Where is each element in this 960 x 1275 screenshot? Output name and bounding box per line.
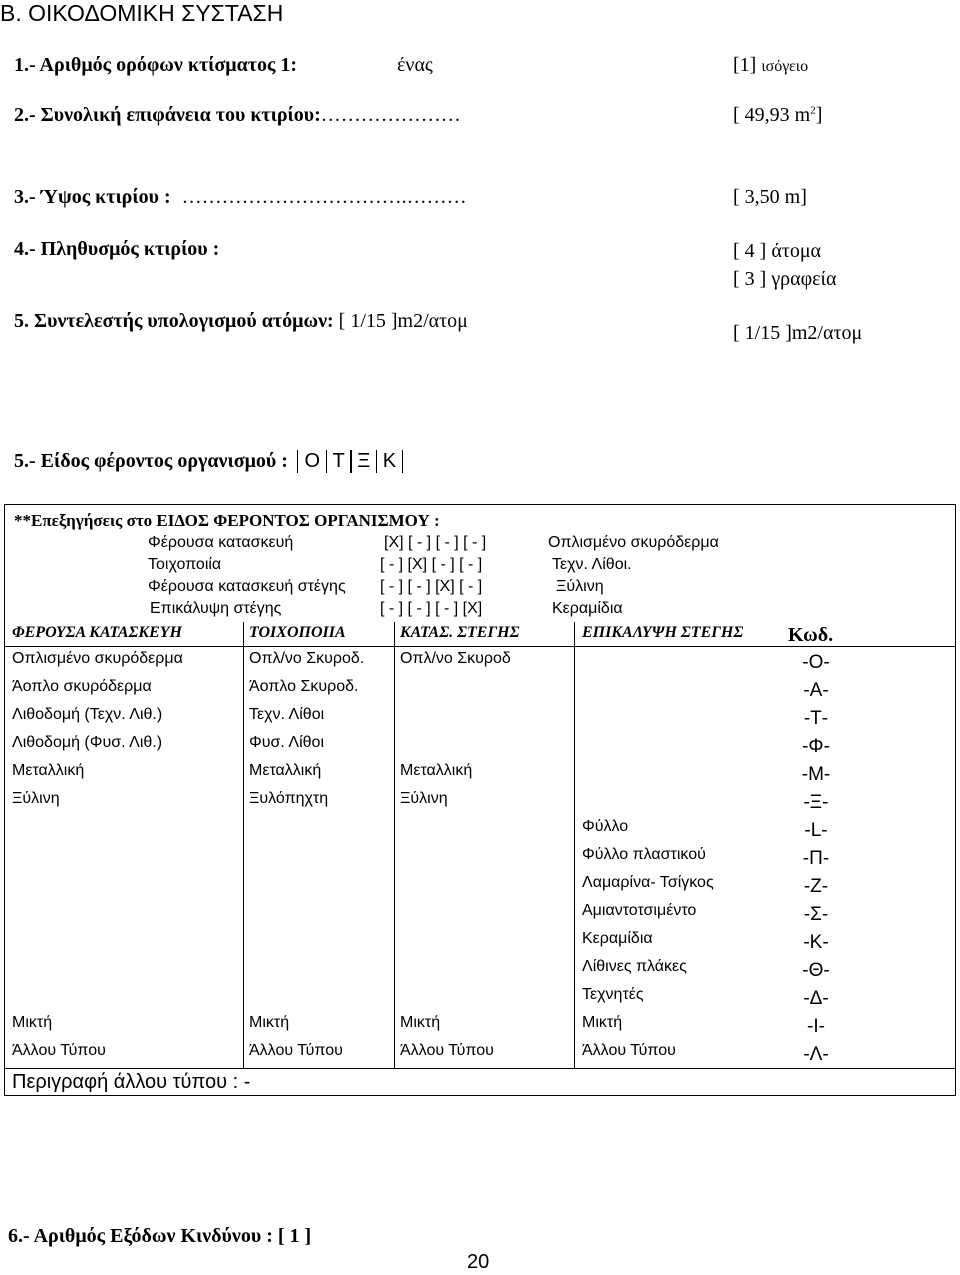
explanation-value: Οπλισμένο σκυρόδερμα <box>548 534 719 551</box>
floors-label: 1.- Αριθμός ορόφων κτίσματος 1: <box>14 54 298 76</box>
table-cell: Μεταλλική <box>12 762 85 779</box>
explanation-name: Τοιχοποιία <box>148 556 222 573</box>
explanation-value: Κεραμίδια <box>552 600 623 617</box>
table-cell: Μικτή <box>249 1014 290 1031</box>
structure-type-row <box>14 450 403 473</box>
coefficient-label <box>14 310 468 333</box>
population-persons: [ 4 ] άτομα <box>733 240 822 262</box>
section-title: Β. ΟΙΚΟΔΟΜΙΚΗ ΣΥΣΤΑΣΗ <box>0 0 284 26</box>
table-cell: Μεταλλική <box>400 762 473 779</box>
table-cell: Άλλου Τύπου <box>249 1042 343 1059</box>
area-unit-exponent: 2 <box>810 104 816 117</box>
table-cell: Τεχνητές <box>582 986 644 1003</box>
table-cell: Άλλου Τύπου <box>400 1042 494 1059</box>
structure-code: Κ <box>376 450 403 473</box>
table-code: -Ζ- <box>803 876 829 897</box>
table-cell: Μικτή <box>400 1014 441 1031</box>
page-number: 20 <box>467 1251 490 1273</box>
explanation-marks: [ - ] [ - ] [ - ] [X] <box>380 600 483 617</box>
table-cell: Αμιαντοτσιμέντο <box>582 902 697 919</box>
table-divider <box>574 622 575 1068</box>
explanation-marks: [ - ] [X] [ - ] [ - ] <box>380 556 483 573</box>
table-code: -Σ- <box>803 904 829 925</box>
table-cell: Φύλλο <box>582 818 629 835</box>
table-code: -Ι- <box>807 1016 825 1037</box>
coefficient-label-text: 5. Συντελεστής υπολογισμού ατόμων: <box>14 310 334 332</box>
explanations-title: **Επεξηγήσεις στο ΕΙΔΟΣ ΦΕΡΟΝΤΟΣ ΟΡΓΑΝΙΣΜΟΥ : <box>14 511 440 530</box>
table-code: -Α- <box>803 680 829 701</box>
area-label-text: 2.- Συνολική επιφάνεια του κτιρίου: <box>14 104 321 126</box>
population-label: 4.- Πληθυσμός κτιρίου : <box>14 238 220 260</box>
table-cell: Μικτή <box>582 1014 623 1031</box>
height-dots: …………………………….……… <box>181 186 467 208</box>
table-code: -Μ- <box>801 764 831 785</box>
table-cell: Οπλ/νο Σκυροδ <box>400 650 511 667</box>
height-label-text: 3.- Ύψος κτιρίου : <box>14 186 171 208</box>
table-cell: Ξύλινη <box>400 790 448 807</box>
table-divider <box>394 622 395 1068</box>
table-code: -Δ- <box>803 988 829 1009</box>
other-type-description: Περιγραφή άλλου τύπου : - <box>12 1071 251 1093</box>
floors-box-text: ισόγειο <box>761 58 809 75</box>
floors-box-value: [1] <box>733 54 757 76</box>
table-cell: Φύλλο πλαστικού <box>582 846 706 863</box>
table-cell: Τεχν. Λίθοι <box>249 706 325 723</box>
structure-type-label: 5.- Είδος φέροντος οργανισμού : <box>14 450 288 472</box>
table-code: -Κ- <box>803 932 829 953</box>
table-cell: Λιθοδομή (Τεχν. Λιθ.) <box>12 706 163 723</box>
table-cell: Μεταλλική <box>249 762 322 779</box>
table-cell: Άοπλο σκυρόδερμα <box>12 678 152 695</box>
table-cell: Μικτή <box>12 1014 53 1031</box>
table-cell: Άλλου Τύπου <box>12 1042 106 1059</box>
table-cell: Φυσ. Λίθοι <box>249 734 324 751</box>
table-divider <box>243 622 244 1068</box>
area-label <box>14 104 461 127</box>
table-cell: Λαμαρίνα- Τσίγκος <box>582 874 714 891</box>
table-code: -Φ- <box>802 736 830 757</box>
table-header: ΦΕΡΟΥΣΑ ΚΑΤΑΣΚΕΥΗ <box>12 624 182 641</box>
structure-code: Ξ <box>350 450 377 473</box>
table-header: ΤΟΙΧΟΠΟΙΙΑ <box>249 624 346 641</box>
table-header: ΕΠΙΚΑΛΥΨΗ ΣΤΕΓΗΣ <box>582 624 744 641</box>
table-cell: Ξυλόπηχτη <box>249 790 329 807</box>
table-cell: Ξύλινη <box>12 790 60 807</box>
table-cell: Άλλου Τύπου <box>582 1042 676 1059</box>
explanation-name: Φέρουσα κατασκευή στέγης <box>148 578 346 595</box>
coefficient-box: [ 1/15 ]m2/ατομ <box>733 322 863 344</box>
table-cell: Λιθοδομή (Φυσ. Λιθ.) <box>12 734 163 751</box>
table-code: -Ξ- <box>803 792 829 813</box>
table-header-code: Κωδ. <box>788 624 834 646</box>
population-offices: [ 3 ] γραφεία <box>733 268 837 290</box>
table-bottom-rule <box>4 1068 956 1069</box>
table-code: -Ο- <box>802 652 830 673</box>
coefficient-value: [ 1/15 ]m2/ατομ <box>338 310 468 332</box>
table-code: -Λ- <box>803 1044 829 1065</box>
table-cell: Οπλισμένο σκυρόδερμα <box>12 650 183 667</box>
area-box <box>733 104 822 127</box>
floors-box <box>733 54 808 77</box>
table-cell: Άοπλο Σκυροδ. <box>249 678 359 695</box>
floors-value: ένας <box>397 54 433 76</box>
table-code: -Τ- <box>803 708 829 729</box>
structure-code: Ο <box>297 450 327 473</box>
table-cell: Κεραμίδια <box>582 930 653 947</box>
table-code: -L- <box>804 820 828 841</box>
table-cell: Λίθινες πλάκες <box>582 958 687 975</box>
area-dots: ………………… <box>320 104 461 126</box>
height-box: [ 3,50 m] <box>733 186 807 208</box>
table-header: ΚΑΤΑΣ. ΣΤΕΓΗΣ <box>400 624 520 641</box>
area-value: [ 49,93 m <box>733 104 811 126</box>
explanation-value: Ξύλινη <box>556 578 604 595</box>
explanation-value: Τεχν. Λίθοι. <box>552 556 632 573</box>
structure-type-codes <box>299 450 403 472</box>
explanation-marks: [X] [ - ] [ - ] [ - ] <box>384 534 487 551</box>
explanation-name: Φέρουσα κατασκευή <box>148 534 294 551</box>
table-code: -Θ- <box>802 960 830 981</box>
table-cell: Οπλ/νο Σκυροδ. <box>249 650 365 667</box>
table-code: -Π- <box>802 848 830 869</box>
height-label <box>14 186 467 209</box>
explanation-name: Επικάλυψη στέγης <box>150 600 282 617</box>
structure-code: Τ <box>326 450 352 473</box>
area-box-close: ] <box>815 104 823 126</box>
explanation-marks: [ - ] [ - ] [X] [ - ] <box>380 578 483 595</box>
exits-label: 6.- Αριθμός Εξόδων Κινδύνου : [ 1 ] <box>8 1225 312 1247</box>
